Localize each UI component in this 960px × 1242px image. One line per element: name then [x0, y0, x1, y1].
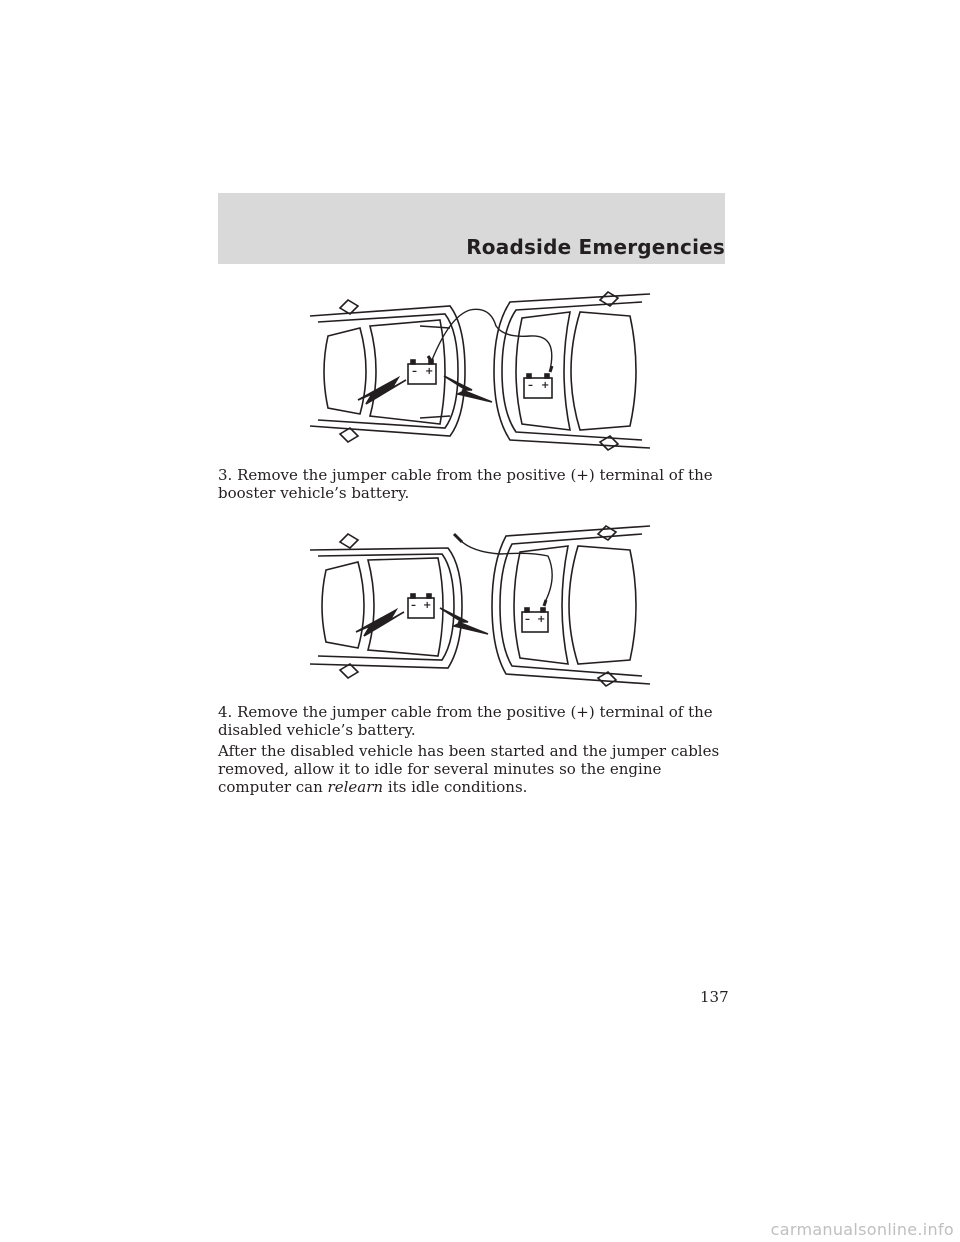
section-title: Roadside Emergencies: [466, 235, 725, 259]
battery-label-plus: +: [423, 600, 432, 611]
jumper-cable: [432, 309, 552, 370]
step-4-text: 4. Remove the jumper cable from the positive (+) terminal of the disabled vehicle’s battery.: [218, 703, 713, 739]
booster-battery: [524, 374, 552, 398]
disabled-vehicle-outline: [310, 534, 462, 678]
lightning-bolt-icon: [440, 608, 488, 634]
booster-vehicle-outline: [492, 526, 650, 686]
battery-label-plus: +: [425, 366, 434, 377]
battery-label-minus: –: [411, 600, 416, 611]
cable-clamp-icon: [428, 356, 552, 372]
disabled-battery: [408, 360, 436, 384]
section-header: [218, 193, 725, 264]
footer-watermark: carmanualsonline.info: [770, 1220, 954, 1239]
after-start-intro: After the disabled vehicle has been started and the jumper cables removed, allow it to idle for several minutes so the engine computer can: [218, 742, 720, 796]
battery-label-minus: –: [412, 366, 417, 377]
jump-start-illustration-connected: [300, 286, 660, 456]
booster-vehicle-outline: [494, 292, 650, 450]
battery-label-plus: +: [537, 614, 546, 625]
disabled-vehicle-outline: [310, 300, 465, 442]
jump-start-illustration-removed: [296, 522, 660, 690]
battery-label-plus: +: [541, 380, 550, 391]
page-number: 137: [700, 988, 729, 1006]
lightning-bolt-icon: [444, 376, 492, 402]
battery-label-minus: –: [528, 380, 533, 391]
battery-label-minus: –: [525, 614, 530, 625]
booster-battery: [522, 608, 548, 632]
disabled-battery: [408, 594, 434, 618]
step-3-text: 3. Remove the jumper cable from the positive (+) terminal of the booster vehicle’s battery.: [218, 466, 713, 502]
relearn-emphasis: relearn: [327, 778, 384, 796]
after-start-paragraph: [218, 742, 728, 796]
after-start-tail: its idle conditions.: [387, 778, 528, 796]
